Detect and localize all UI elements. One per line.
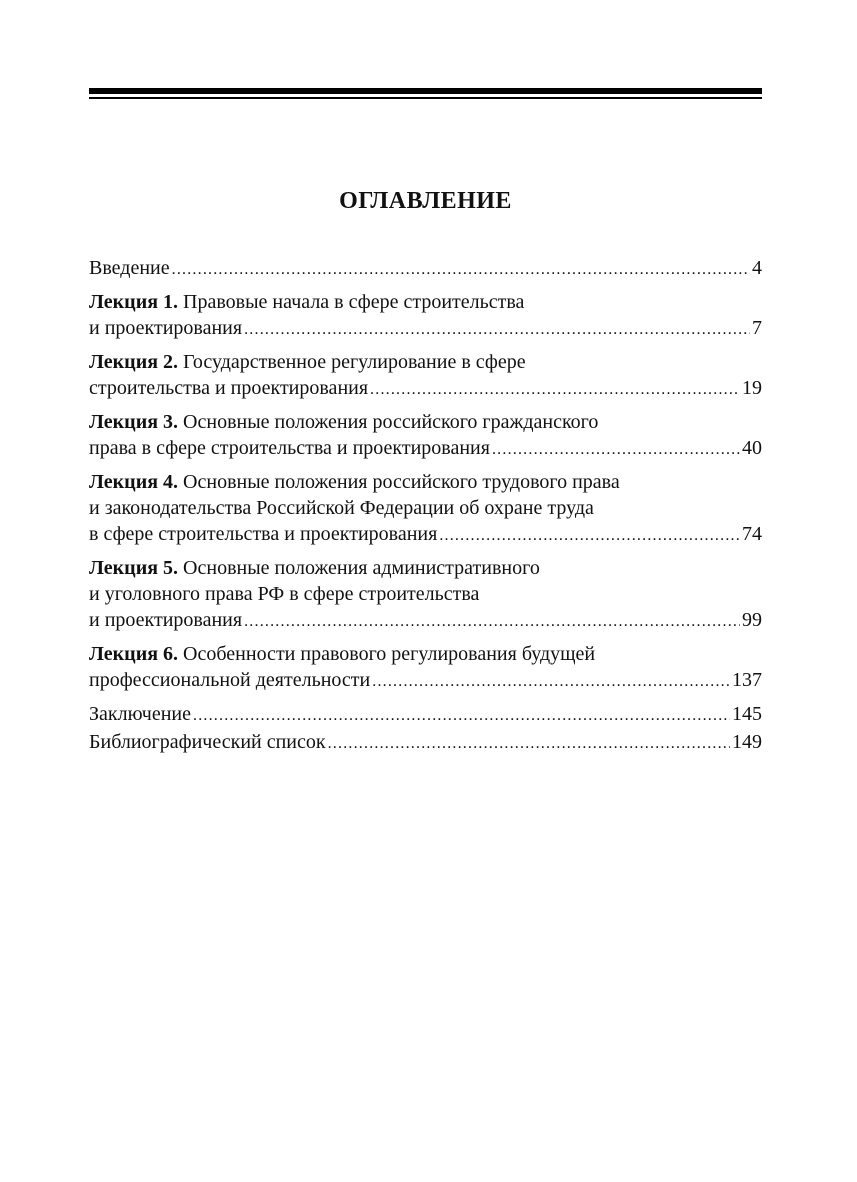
dot-leader (244, 609, 740, 635)
toc-entry-label: Лекция 5. (89, 557, 179, 579)
toc-entry-label: Лекция 6. (89, 643, 179, 665)
dot-leader (244, 317, 750, 343)
dot-leader (172, 257, 750, 283)
dot-leader (328, 731, 730, 757)
toc-page-number: 99 (742, 609, 762, 631)
toc-entry-title: Государственное регулирование в сфере (178, 351, 526, 373)
toc-entry-title: профессиональной деятельности (89, 669, 371, 691)
toc-entry-introduction (89, 255, 762, 283)
toc-entry-title: Библиографический список (89, 731, 326, 753)
dot-leader (372, 669, 730, 695)
toc-entry-label: Лекция 3. (89, 411, 179, 433)
toc-entry-title: Основные положения административного (178, 557, 540, 579)
toc-entry-lecture-3 (89, 409, 762, 463)
page-title: ОГЛАВЛЕНИЕ (339, 188, 512, 214)
toc-entry-lecture-2 (89, 349, 762, 403)
header-rule-thick (89, 88, 762, 94)
toc-entry-conclusion (89, 701, 762, 729)
toc-entry-title: Введение (89, 257, 170, 279)
toc-entry-title: Особенности правового регулирования будущей (178, 643, 596, 665)
toc-entry-lecture-5 (89, 555, 762, 635)
toc-entry-title: Правовые начала в сфере строительства (178, 291, 525, 313)
toc-entry-lecture-6 (89, 641, 762, 695)
toc-entry-bibliography (89, 729, 762, 757)
dot-leader (193, 703, 730, 729)
toc-page-number: 149 (732, 731, 762, 753)
toc-entry-title: Основные положения российского трудового права (178, 471, 620, 493)
toc-page-number: 145 (732, 703, 762, 725)
toc-page-number: 137 (732, 669, 762, 691)
toc-page-number: 19 (742, 377, 762, 399)
toc-entry-lecture-4 (89, 469, 762, 549)
toc-entry-title: Заключение (89, 703, 191, 725)
toc-entry-title: и проектирования (89, 609, 243, 631)
toc-entry-title: и уголовного права РФ в сфере строительства (89, 583, 480, 605)
toc-page-number: 7 (752, 317, 762, 339)
dot-leader (492, 437, 740, 463)
toc-entry-title: права в сфере строительства и проектирования (89, 437, 490, 459)
toc-page-number: 40 (742, 437, 762, 459)
toc-entry-label: Лекция 1. (89, 291, 179, 313)
header-rule-thin (89, 97, 762, 99)
toc-entry-title: Основные положения российского гражданского (178, 411, 599, 433)
toc-entry-title: строительства и проектирования (89, 377, 369, 399)
table-of-contents (89, 255, 762, 763)
toc-entry-title: и проектирования (89, 317, 243, 339)
dot-leader (370, 377, 740, 403)
toc-page-number: 4 (752, 257, 762, 279)
toc-entry-title: и законодательства Российской Федерации об охране труда (89, 497, 594, 519)
toc-entry-title: в сфере строительства и проектирования (89, 523, 438, 545)
toc-entry-label: Лекция 2. (89, 351, 179, 373)
toc-entry-label: Лекция 4. (89, 471, 179, 493)
toc-entry-lecture-1 (89, 289, 762, 343)
toc-page-number: 74 (742, 523, 762, 545)
dot-leader (439, 523, 740, 549)
